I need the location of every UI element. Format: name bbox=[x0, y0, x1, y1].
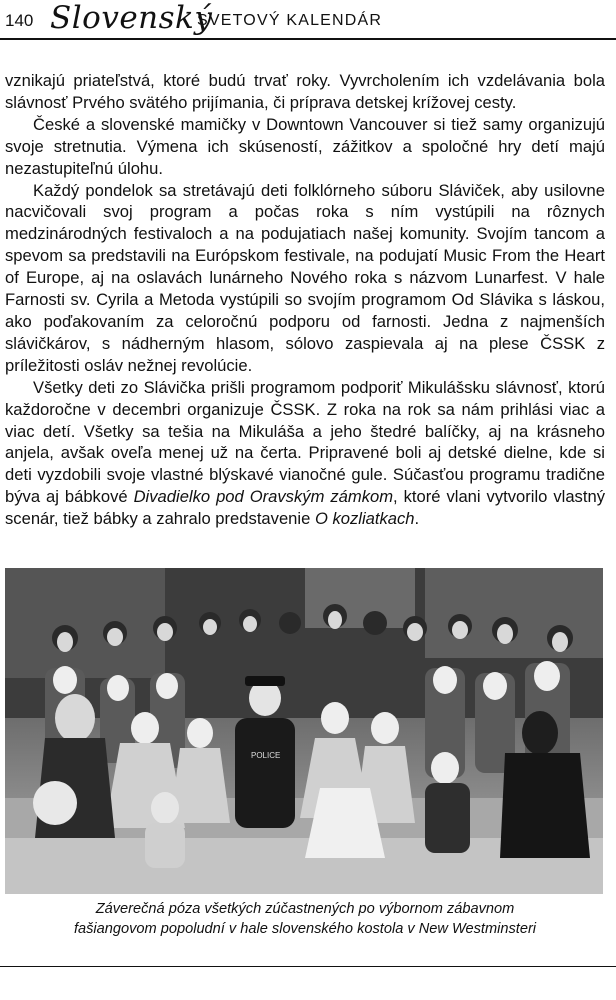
paragraph-4-text-c: . bbox=[414, 509, 420, 529]
group-photo-image bbox=[5, 568, 603, 894]
caption-line-1: Záverečná póza všetkých zúčastnených po výbornom zábavnom bbox=[95, 901, 515, 917]
paragraph-4-text-b: , ktoré vlani vytvorilo vlastný scenár, tiež bábky a zahralo predstavenie bbox=[5, 487, 605, 529]
photo-caption bbox=[5, 899, 605, 939]
paragraph-4-text-a: Všetky deti zo Slávička prišli programom podporiť Mikulášsku slávnosť, ktorú každoročne v decembri organizuje ČSSK. Z roka na rok sa nám prihlási viac a viac detí. Všetky sa tešia na Mikuláša a jeho štedré balíčky, aj na krásneho anjela, avšak oveľa menej už na čerta. Pripravené boli aj detské dielne, kde si deti vyzdobili svoje vlastné blýskavé vianočné gule. Súčasťou programu tradične býva aj bábkové bbox=[5, 377, 605, 507]
paragraph-3: Každý pondelok sa stretávajú deti folklórneho súboru Sláviček, aby usilovne nacvičovali svoj program a počas roka s ním vystúpili na rôznych medzinárodných festivaloch a na podujatiach našej komunity. Svojím tancom a spevom sa predstavili na Európskom festivale, na podujatí Music From the Heart of Europe, aj na oslavách lunárneho Nového roka s názvom Lunarfest. V hale Farnosti sv. Cyrila a Metoda vystúpili so svojím programom Od Slávika s láskou, ako poďakovaním za celoročnú podporu od farnosti. Jedna z najmenších slávičkárov, s nádherným hlasom, sólovo zaspievala aj na plese ČSSK z príležitosti osláv nežnej revolúcie. bbox=[5, 180, 605, 375]
magazine-logo: Slovenský bbox=[50, 0, 213, 36]
puppet-theatre-title: Divadielko pod Oravským zámkom bbox=[133, 487, 394, 507]
police-costume-text: POLICE bbox=[251, 751, 281, 760]
paragraph-2: České a slovenské mamičky v Downtown Vancouver si tiež samy organizujú svoje stretnutia. Výmena ich skúseností, zážitkov a spoločné hry detí majú nezastupiteľnú úlohu. bbox=[5, 114, 605, 178]
page-number: 140 bbox=[5, 11, 34, 30]
page-header bbox=[0, 0, 616, 40]
paragraph-4 bbox=[5, 377, 605, 530]
magazine-subtitle: SVETOVÝ KALENDÁR bbox=[197, 12, 383, 29]
caption-line-2: fašiangovom popoludní v hale slovenského kostola v New Westminsteri bbox=[73, 921, 537, 937]
article-body bbox=[5, 70, 605, 530]
footer-rule bbox=[0, 966, 616, 967]
paragraph-1: vznikajú priateľstvá, ktoré budú trvať roky. Vyvrcholením ich vzdelávania bola slávnosť Prvého svätého prijímania, či príprava detskej krížovej cesty. bbox=[5, 71, 605, 112]
header-rule bbox=[0, 38, 616, 40]
play-title: O kozliatkach bbox=[314, 509, 415, 529]
group-photo bbox=[5, 568, 603, 894]
